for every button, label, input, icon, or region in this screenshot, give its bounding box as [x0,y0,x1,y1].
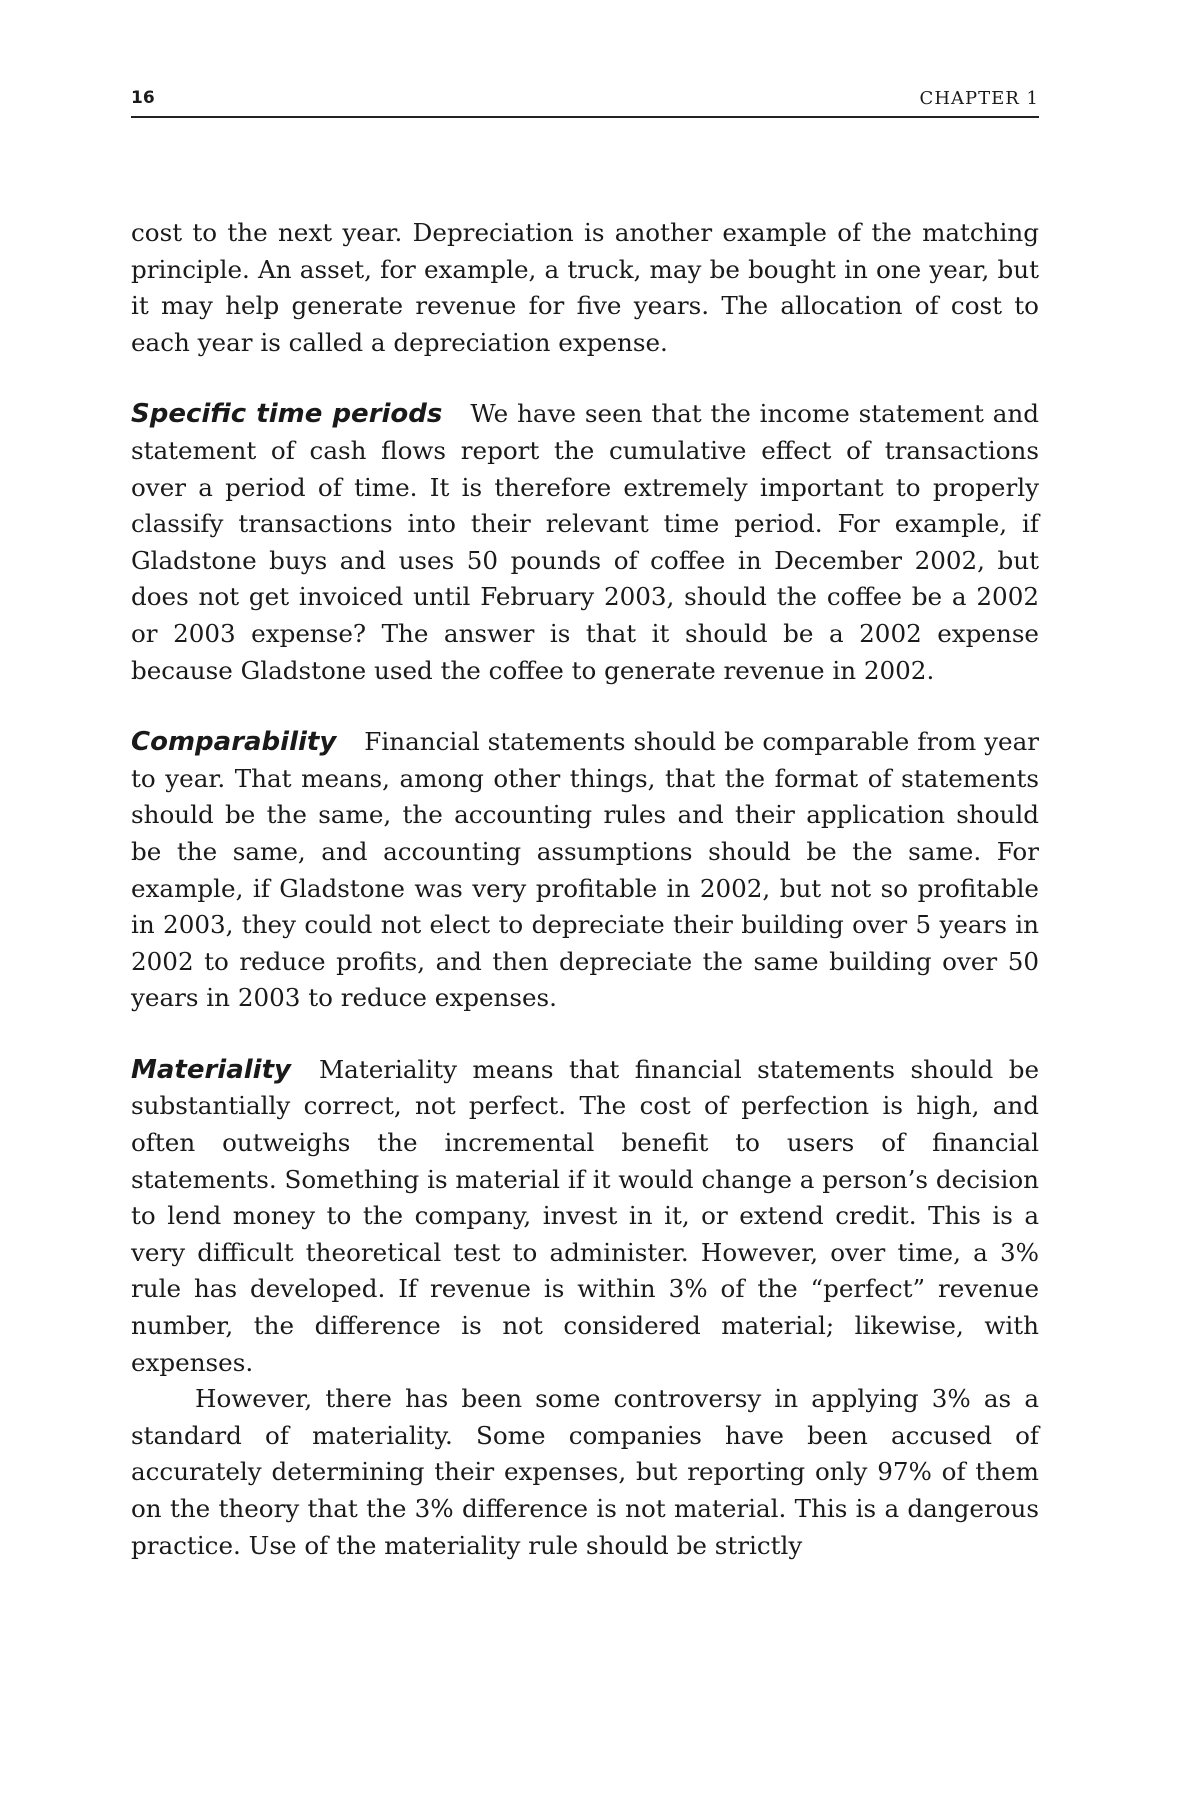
section-heading-comparability: Comparability [131,727,337,758]
paragraph-comparability [131,724,1039,1017]
paragraph-depreciation-continued [131,215,1039,361]
page-number: 16 [131,88,155,108]
running-head [131,82,1039,118]
paragraph-text: However, there has been some controversy in applying 3% as a standard of materiality. Some companies have been accused of accurately determining their expenses, but reporting only 97% of them on the theory that the 3% difference is not material. This is a dangerous practice. Use of the materiality rule should be strictly [131,1384,1039,1560]
paragraph-materiality [131,1052,1039,1381]
paragraph-text: cost to the next year. Depreciation is another example of the matching principle. An asset, for example, a truck, may be bought in one year, but it may help generate revenue for five years. The allocation of cost to each year is called a depreciation expense. [131,218,1039,357]
paragraph-text: Materiality means that financial statements should be substantially correct, not perfect. The cost of perfection is high, and often outweighs the incremental benefit to users of financial statements. Something is material if it would change a person’s decision to lend money to the company, invest in it, or extend credit. This is a very difficult theoretical test to administer. However, over time, a 3% rule has developed. If revenue is within 3% of the “perfect” revenue number, the difference is not considered material; likewise, with expenses. [131,1054,1039,1377]
paragraph-specific-time-periods [131,396,1039,689]
paragraph-text: We have seen that the income statement and statement of cash flows report the cumulative effect of transactions over a period of time. It is therefore extremely important to properly classify transactions into their relevant time period. For example, if Gladstone buys and uses 50 pounds of coffee in December 2002, but does not get invoiced until February 2003, should the coffee be a 2002 or 2003 expense? The answer is that it should be a 2002 expense because Gladstone used the coffee to generate revenue in 2002. [131,399,1039,685]
paragraph-materiality-controversy [131,1381,1039,1564]
chapter-label: CHAPTER 1 [919,88,1039,109]
body-text [131,215,1039,1564]
section-heading-specific-time-periods: Specific time periods [131,399,443,430]
paragraph-text: Financial statements should be comparable from year to year. That means, among other things, that the format of statements should be the same, the accounting rules and their application should be the same, and accounting assumptions should be the same. For example, if Gladstone was very profitable in 2002, but not so profitable in 2003, they could not elect to depreciate their building over 5 years in 2002 to reduce profits, and then depreciate the same building over 50 years in 2003 to reduce expenses. [131,727,1039,1013]
section-heading-materiality: Materiality [131,1054,291,1085]
